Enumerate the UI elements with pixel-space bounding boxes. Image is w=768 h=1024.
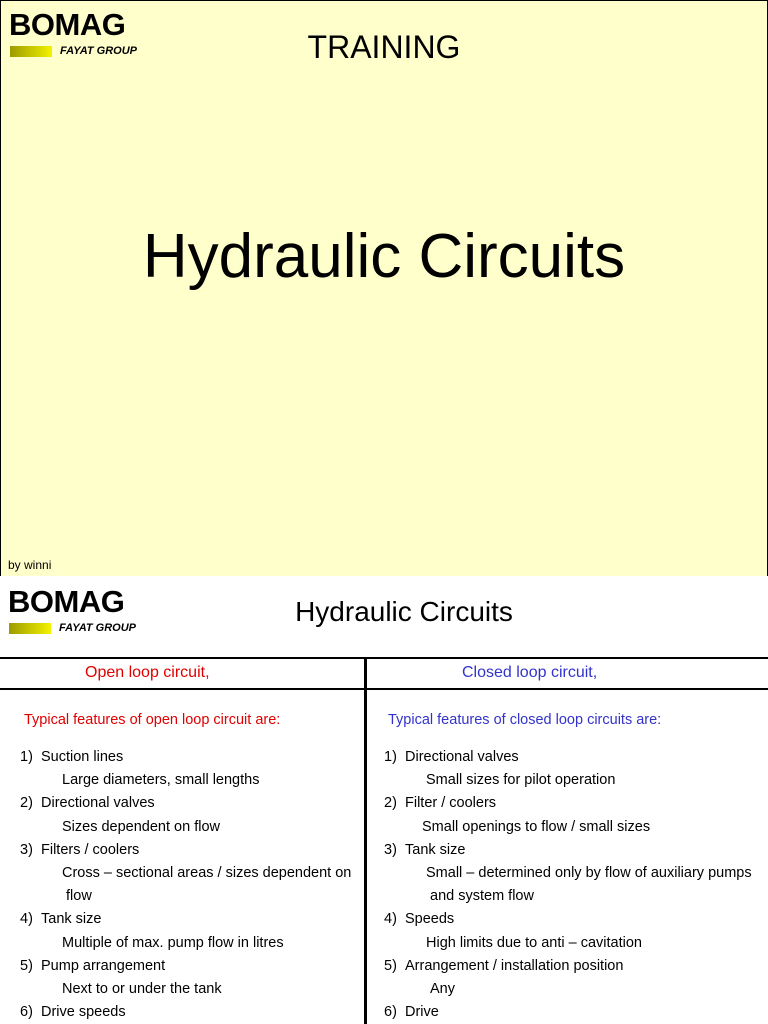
open-loop-feature-list (20, 746, 351, 1024)
table-top-rule (0, 657, 768, 659)
feature-row (384, 769, 752, 792)
feature-row (20, 816, 351, 839)
feature-row (384, 792, 752, 815)
feature-row (20, 978, 351, 1001)
feature-detail: Cross – sectional areas / sizes dependent on (62, 864, 352, 881)
feature-title: Drive (405, 1004, 439, 1021)
feature-title: Filters / coolers (41, 841, 140, 858)
feature-title: Directional valves (41, 795, 155, 812)
feature-row (384, 746, 752, 769)
feature-number: 1) (20, 749, 33, 765)
feature-row (20, 862, 351, 885)
feature-number: 4) (384, 911, 397, 928)
slide-title: Hydraulic Circuits (142, 222, 626, 291)
feature-detail: Sizes dependent on flow (62, 818, 220, 835)
closed-loop-feature-list (384, 746, 752, 1024)
feature-title: Arrangement / installation position (405, 957, 624, 974)
feature-row (20, 908, 351, 931)
feature-title: Pump arrangement (41, 957, 166, 974)
feature-row (384, 862, 752, 885)
feature-row (20, 792, 351, 815)
table-header-rule (0, 688, 768, 690)
feature-row (384, 932, 752, 955)
feature-number: 4) (20, 911, 33, 928)
logo-brand-text: BOMAG (9, 7, 126, 42)
feature-row (384, 978, 752, 1001)
closed-loop-heading: Closed loop circuit, (462, 664, 598, 681)
feature-row (20, 746, 351, 769)
feature-title: Tank size (405, 841, 466, 858)
feature-title: Tank size (41, 911, 102, 928)
feature-detail: Next to or under the tank (62, 980, 222, 997)
feature-title: Directional valves (405, 749, 519, 765)
column-divider (364, 658, 367, 1024)
open-loop-intro: Typical features of open loop circuit are: (24, 712, 281, 728)
feature-row (20, 839, 351, 862)
logo-group-text: FAYAT GROUP (59, 622, 136, 634)
feature-row (20, 1001, 351, 1024)
feature-number: 5) (20, 957, 33, 974)
feature-number: 6) (384, 1004, 397, 1021)
feature-row (20, 932, 351, 955)
training-heading: TRAINING (307, 29, 461, 65)
feature-title: Speeds (405, 911, 455, 928)
feature-number: 3) (20, 841, 33, 858)
feature-row (384, 816, 752, 839)
feature-number: 3) (384, 841, 397, 858)
feature-detail: High limits due to anti – cavitation (426, 934, 642, 951)
open-loop-column (20, 710, 351, 1024)
feature-row (384, 955, 752, 978)
feature-detail: Large diameters, small lengths (62, 772, 260, 789)
feature-title: Suction lines (41, 749, 124, 765)
feature-detail: Any (430, 980, 455, 997)
feature-number: 1) (384, 749, 397, 765)
feature-detail: Multiple of max. pump flow in litres (62, 934, 284, 951)
feature-number: 2) (384, 795, 397, 812)
feature-row (20, 955, 351, 978)
open-loop-heading: Open loop circuit, (85, 664, 210, 681)
feature-row (384, 839, 752, 862)
feature-number: 5) (384, 957, 397, 974)
feature-detail: Small openings to flow / small sizes (422, 818, 651, 835)
feature-detail: flow (66, 888, 92, 905)
feature-number: 6) (20, 1004, 33, 1021)
closed-loop-intro: Typical features of closed loop circuits are: (388, 712, 662, 728)
feature-row (384, 908, 752, 931)
feature-row (384, 1001, 752, 1024)
author-credit: by winni (8, 558, 52, 572)
feature-row (384, 885, 752, 908)
feature-detail: Small sizes for pilot operation (426, 772, 616, 789)
closed-loop-column (384, 710, 752, 1024)
feature-row (20, 885, 351, 908)
feature-title: Drive speeds (41, 1004, 126, 1021)
feature-detail: Small – determined only by flow of auxiliary pumps (426, 864, 752, 881)
logo-brand-text: BOMAG (8, 584, 125, 619)
content-slide-title: Hydraulic Circuits (295, 596, 513, 627)
feature-title: Filter / coolers (405, 795, 497, 812)
logo-group-text: FAYAT GROUP (60, 45, 137, 57)
feature-row (20, 769, 351, 792)
feature-number: 2) (20, 795, 33, 812)
feature-detail: and system flow (430, 888, 534, 905)
